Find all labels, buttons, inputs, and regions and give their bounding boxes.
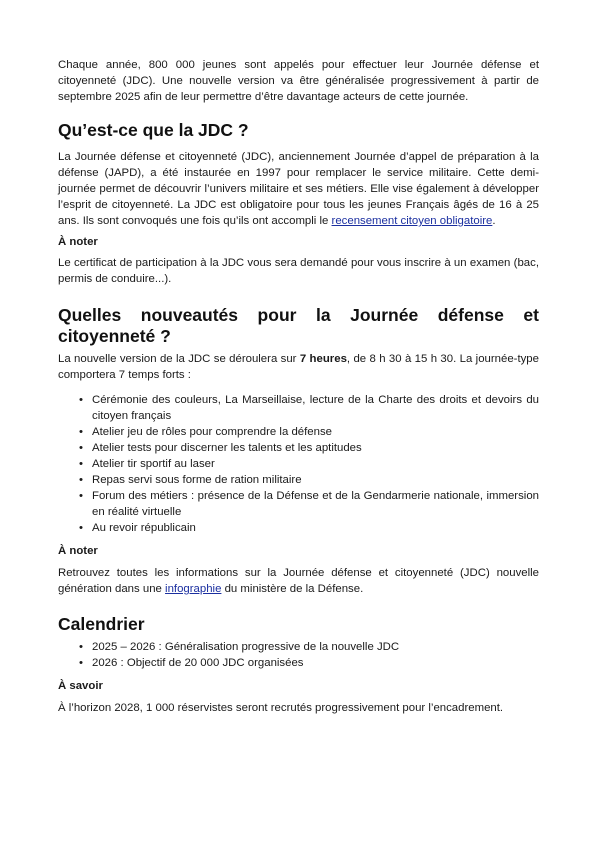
list-item: • Cérémonie des couleurs, La Marseillaise, lecture de la Charte des droits et devoirs du citoyen français <box>58 392 539 424</box>
list-item: • Repas servi sous forme de ration militaire <box>58 472 539 488</box>
infographie-link[interactable]: infographie <box>165 583 222 595</box>
note-label-3: À savoir <box>58 680 103 692</box>
infographic-note-end: du ministère de la Défense. <box>221 583 364 595</box>
list-item: • Atelier tests pour discerner les talents et les aptitudes <box>58 440 539 456</box>
list-item: • 2026 : Objectif de 20 000 JDC organisées <box>58 655 539 671</box>
section-heading-what-is-jdc: Qu’est-ce que la JDC ? <box>58 120 249 140</box>
duration-highlight: 7 heures <box>299 353 347 365</box>
new-version-text: La nouvelle version de la JDC se déroulera sur <box>58 353 300 365</box>
certificate-note-text: Le certificat de participation à la JDC vous sera demandé pour vous inscrire à un examen (bac, permis de conduire...). <box>58 257 539 285</box>
new-version-paragraph <box>58 351 539 383</box>
list-item: • Atelier tir sportif au laser <box>58 456 539 472</box>
section-heading-calendrier: Calendrier <box>58 614 145 634</box>
list-item: • Forum des métiers : présence de la Défense et de la Gendarmerie nationale, immersion en réalité virtuelle <box>58 488 539 520</box>
calendar-list <box>58 639 539 671</box>
highlights-list <box>58 392 539 536</box>
section-heading-nouveautes: Quelles nouveautés pour la Journée défense et citoyenneté ? <box>58 305 539 346</box>
infographic-note-text: Retrouvez toutes les informations sur la Journée défense et citoyenneté (JDC) nouvelle génération dans une <box>58 567 539 595</box>
new-version-text-end: , de 8 h 30 à 15 h 30. La journée-type comportera 7 temps forts : <box>58 353 539 381</box>
note-label-2: À noter <box>58 545 98 557</box>
list-item: • Au revoir républicain <box>58 520 539 536</box>
list-item: • 2025 – 2026 : Généralisation progressive de la nouvelle JDC <box>58 639 539 655</box>
jdc-description-paragraph <box>58 149 539 229</box>
jdc-description-end: . <box>492 215 496 227</box>
reservists-note-text: À l’horizon 2028, 1 000 réservistes seront recrutés progressivement pour l’encadrement. <box>58 702 504 714</box>
document-page <box>58 57 539 716</box>
recensement-link[interactable]: recensement citoyen obligatoire <box>331 215 493 227</box>
list-item: • Atelier jeu de rôles pour comprendre la défense <box>58 424 539 440</box>
jdc-description-text: La Journée défense et citoyenneté (JDC), anciennement Journée d’appel de préparation à la défense (JAPD), a été instaurée en 1997 pour remplacer le service militaire. Cette demi-journée permet de découvrir l’univers militaire et ses métiers. Elle vise également à développer l’esprit de citoyenneté. La JDC est obligatoire pour tous les jeunes Français âgés de 16 à 25 ans. Ils sont convoqués une fois qu’ils ont accompli le <box>58 151 539 227</box>
note-label-1: À noter <box>58 236 98 248</box>
infographic-note-paragraph <box>58 565 539 597</box>
intro-paragraph: Chaque année, 800 000 jeunes sont appelés pour effectuer leur Journée défense et citoyenneté (JDC). Une nouvelle version va être généralisée progressivement à partir de septembre 2025 afin de leur permettre d’être davantage acteurs de cette journée. <box>58 59 539 103</box>
